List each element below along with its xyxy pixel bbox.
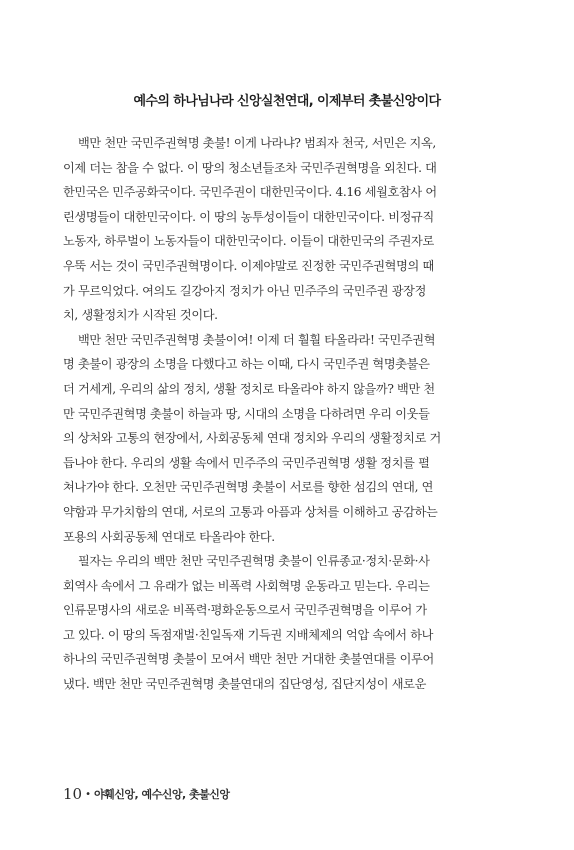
text-line: 약함과 무가치함의 연대, 서로의 고통과 아픔과 상처를 이해하고 공감하는 <box>63 504 438 519</box>
text-line: 백만 천만 국민주권혁명 촛불이여! 이제 더 훨훨 타올라라! 국민주권혁 <box>78 332 436 347</box>
page-number: 10 <box>63 785 83 803</box>
text-line: 백만 천만 국민주권혁명 촛불! 이게 나라냐? 범죄자 천국, 서민은 지옥, <box>78 136 436 150</box>
text-line: 인류문명사의 새로운 비폭력·평화운동으로서 국민주권혁명을 이루어 가 <box>63 603 427 618</box>
text-line: 더 거세게, 우리의 삶의 정치, 생활 정치로 타올라야 하지 않을까? 백만 천 <box>63 381 435 396</box>
text-line: 만 국민주권혁명 촛불이 하늘과 땅, 시대의 소명을 다하려면 우리 이웃들 <box>63 406 430 421</box>
text-line: 우뚝 서는 것이 국민주권혁명이다. 이제야말로 진정한 국민주권혁명의 때 <box>63 258 434 273</box>
text-line: 듭나야 한다. 우리의 생활 속에서 민주주의 국민주권혁명 생활 정치를 펼 <box>63 455 430 470</box>
section-heading: 예수의 하나님나라 신앙실천연대, 이제부터 촛불신앙이다 <box>133 94 441 109</box>
text-line: 한민국은 민주공화국이다. 국민주권이 대한민국이다. 4.16 세월호참사 어 <box>63 185 437 200</box>
text-line: 하나의 국민주권혁명 촛불이 모여서 백만 천만 거대한 촛불연대를 이루어 <box>63 652 434 667</box>
bullet-separator: • <box>85 789 91 800</box>
text-line: 쳐나가야 한다. 오천만 국민주권혁명 촛불이 서로를 향한 섬김의 연대, 연 <box>63 480 434 495</box>
text-line: 이제 더는 참을 수 없다. 이 땅의 청소년들조차 국민주권혁명을 외친다. 대 <box>63 160 437 175</box>
page-footer <box>63 784 230 803</box>
body-text <box>63 131 483 697</box>
text-line: 의 상처와 고통의 현장에서, 사회공동체 연대 정치와 우리의 생활정치로 거 <box>63 431 441 446</box>
text-line: 치, 생활정치가 시작된 것이다. <box>63 308 218 323</box>
text-line: 회역사 속에서 그 유래가 없는 비폭력 사회혁명 운동라고 믿는다. 우리는 <box>63 578 430 593</box>
text-line: 명 촛불이 광장의 소명을 다했다고 하는 이때, 다시 국민주권 혁명촛불은 <box>63 357 430 372</box>
text-line: 린생명들이 대한민국이다. 이 땅의 농투성이들이 대한민국이다. 비정규직 <box>63 209 434 224</box>
text-line: 가 무르익었다. 여의도 길강아지 정치가 아닌 민주주의 국민주권 광장정 <box>63 283 426 298</box>
text-line: 필자는 우리의 백만 천만 국민주권혁명 촛불이 인류종교·정치·문화·사 <box>78 554 430 569</box>
text-line: 냈다. 백만 천만 국민주권혁명 촛불연대의 집단영성, 집단지성이 새로운 <box>63 677 426 692</box>
text-line: 포용의 사회공동체 연대로 타올라야 한다. <box>63 529 275 544</box>
running-title: 야훼신앙, 예수신앙, 촛불신앙 <box>94 788 230 801</box>
text-line: 고 있다. 이 땅의 독점재벌·친일독재 기득권 지배체제의 억압 속에서 하나 <box>63 627 434 642</box>
text-line: 노동자, 하루벌이 노동자들이 대한민국이다. 이들이 대한민국의 주권자로 <box>63 234 434 249</box>
